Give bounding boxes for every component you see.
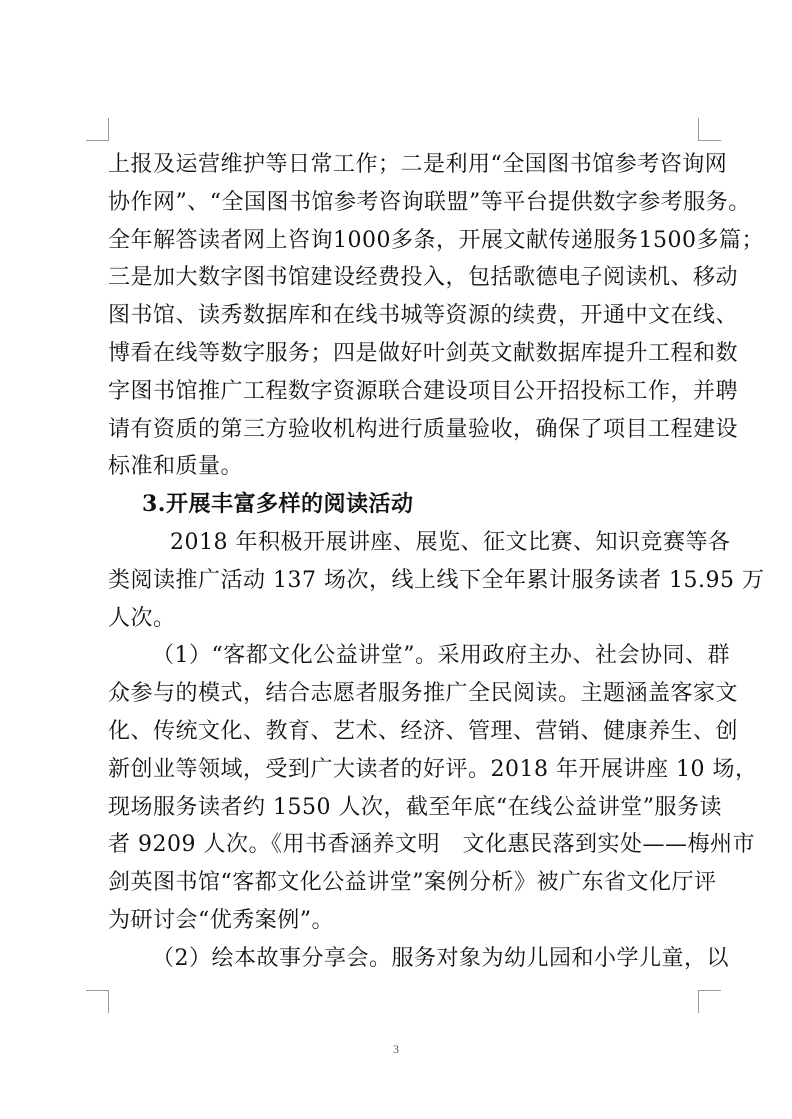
text-line: 现场服务读者约 1550 人次，截至年底“在线公益讲堂”服务读 [108,794,722,820]
text-line: 协作网”、“全国图书馆参考咨询联盟”等平台提供数字参考服务。 [108,189,751,215]
text-line: 标准和质量。 [108,454,244,480]
text-line: 博看在线等数字服务；四是做好叶剑英文献数据库提升工程和数 [108,340,739,366]
crop-mark-top-left [86,118,109,141]
crop-mark-top-right [698,118,721,141]
text-line: 全年解答读者网上咨询1000多条，开展文献传递服务1500多篇； [108,227,764,253]
crop-mark-bottom-right [698,990,721,1013]
document-body [108,146,765,978]
text-line: 剑英图书馆“客都文化公益讲堂”案例分析》被广东省文化厅评 [108,870,717,896]
crop-mark-bottom-left [86,990,109,1013]
text-line: 新创业等领域，受到广大读者的好评。2018 年开展讲座 10 场， [108,756,758,782]
text-line: 人次。 [108,605,176,631]
text-line: 请有资质的第三方验收机构进行质量验收，确保了项目工程建设 [108,416,739,442]
text-line: 者 9209 人次。《用书香涵养文明 文化惠民落到实处——梅州市 [108,832,755,858]
text-line: 众参与的模式，结合志愿者服务推广全民阅读。主题涵盖客家文 [108,681,739,707]
text-line: 2018 年积极开展讲座、展览、征文比赛、知识竞赛等各 [170,529,731,555]
page-number: 3 [393,1042,399,1056]
text-line: 上报及运营维护等日常工作；二是利用“全国图书馆参考咨询网 [108,152,728,177]
text-line: 化、传统文化、教育、艺术、经济、管理、营销、健康养生、创 [108,718,739,744]
text-line: 三是加大数字图书馆建设经费投入，包括歌德电子阅读机、移动 [108,265,739,291]
text-line: 字图书馆推广工程数字资源联合建设项目公开招投标工作，并聘 [108,378,739,404]
text-line: （2）绘本故事分享会。服务对象为幼儿园和小学儿童，以 [152,945,729,971]
text-line: （1）“客都文化公益讲堂”。采用政府主办、社会协同、群 [152,643,730,669]
text-line: 图书馆、读秀数据库和在线书城等资源的续费，开通中文在线、 [108,303,739,329]
section-heading: 3.开展丰富多样的阅读活动 [142,491,414,518]
text-line: 为研讨会“优秀案例”。 [108,907,334,933]
text-line: 类阅读推广活动 137 场次，线上线下全年累计服务读者 15.95 万 [108,567,765,593]
